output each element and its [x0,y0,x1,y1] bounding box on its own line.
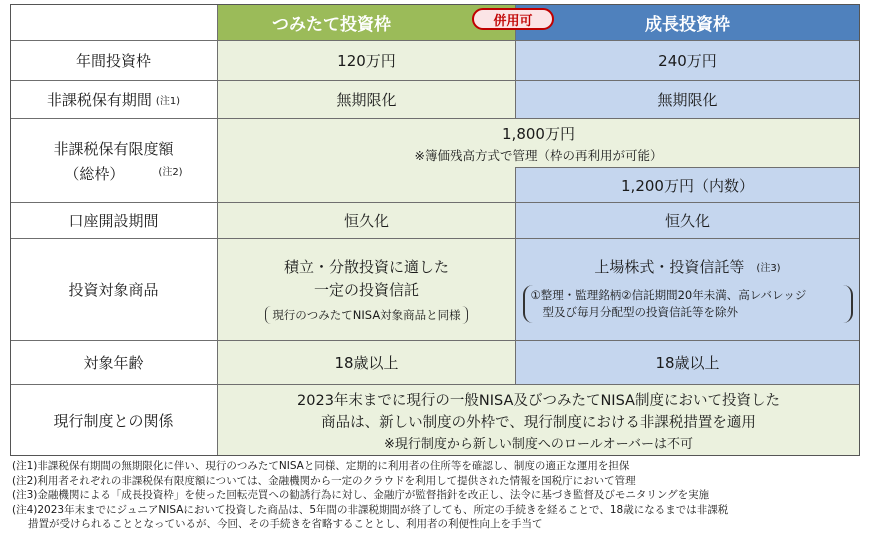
products-tsumitate-line2: 一定の投資信託 [313,280,419,299]
row-label-text: 対象年齢 [83,354,144,372]
age-tsumitate: 18歳以上 [218,341,516,385]
limit-seicho-sub: 1,200万円（内数） [516,167,860,203]
limit-total: 1,800万円 [502,124,575,143]
header-tsumitate-label: つみたて投資枠 [272,14,391,35]
relation-line1: 2023年末までに現行の一般NISA及びつみたてNISA制度において投資した [297,392,780,409]
annual-seicho: 240万円 [516,41,860,81]
limit-merged [218,119,860,167]
row-label-products [10,239,218,341]
footnote-4-cont: 措置が受けられることとなっているが、今回、その手続きを省略することとし、利用者の利便性向上を手当て [28,518,543,530]
exclusion-line: 型及び毎月分配型の投資信託等を除外 [542,305,738,319]
age-seicho: 18歳以上 [516,341,860,385]
account-seicho: 恒久化 [516,203,860,239]
period-tsumitate: 無期限化 [218,81,516,119]
exclusion-line: ①整理・監理銘柄②信託期間20年未満、高レバレッジ [530,288,807,302]
products-seicho [516,239,860,341]
products-tsumitate-sub: 現行のつみたてNISA対象商品と同様 [265,306,467,324]
row-label-text: 年間投資枠 [75,52,151,70]
footnotes [12,459,862,532]
row-label-text: 非課税保有期間 [46,91,152,109]
row-label-annual [10,41,218,81]
row-label-period [10,81,218,119]
row-label-sub: （総枠） [64,164,125,183]
row-label-account [10,203,218,239]
header-tsumitate [218,4,516,41]
products-tsumitate [218,239,516,341]
row-label-relation [10,385,218,456]
relation-line3: ※現行制度から新しい制度へのロールオーバーは不可 [384,436,693,452]
row-label-text: 口座開設期間 [68,212,159,230]
header-corner [10,4,218,41]
products-tsumitate-line1: 積立・分散投資に適した [283,257,449,276]
relation-merged [218,385,860,456]
relation-line2: 商品は、新しい制度の外枠で、現行制度における非課税措置を適用 [321,414,756,431]
header-seicho [516,4,860,41]
combined-use-badge: 併用可 [472,8,554,30]
row-label-limit [10,119,218,203]
account-tsumitate: 恒久化 [218,203,516,239]
limit-tsumitate-blank [218,167,516,203]
footnote-1: (注1)非課税保有期間の無期限化に伴い、現行のつみたてNISAと同様、定期的に利用者の住所等を確認し、制度の適正な運用を担保 [12,460,630,472]
limit-note: ※簿価残高方式で管理（枠の再利用が可能） [414,147,663,163]
annual-tsumitate: 120万円 [218,41,516,81]
note-ref: (注3) [756,263,781,274]
row-label-text: 投資対象商品 [68,281,159,299]
header-seicho-label: 成長投資枠 [645,14,730,35]
footnote-4: (注4)2023年末までにジュニアNISAにおいて投資した商品は、5年間の非課税期間が終了しても、所定の手続きを経ることで、18歳になるまでは非課税 [12,503,729,516]
footnote-2: (注2)利用者それぞれの非課税保有限度額については、金融機関から一定のクラウドを利用して提供された情報を国税庁において管理 [12,474,636,487]
note-ref: (注2) [158,166,183,178]
row-label-age [10,341,218,385]
note-ref: (注1) [155,96,181,107]
row-label-text: 現行制度との関係 [53,411,174,430]
row-label-text: 非課税保有限度額 [53,139,174,158]
period-seicho: 無期限化 [516,81,860,119]
footnote-3: (注3)金融機関による「成長投資枠」を使った回転売買への勧誘行為に対し、金融庁が監督指針を改正し、法令に基づき監督及びモニタリングを実施 [12,489,710,501]
products-seicho-exclusions [523,285,853,323]
products-seicho-line1: 上場株式・投資信託等 [594,258,745,276]
